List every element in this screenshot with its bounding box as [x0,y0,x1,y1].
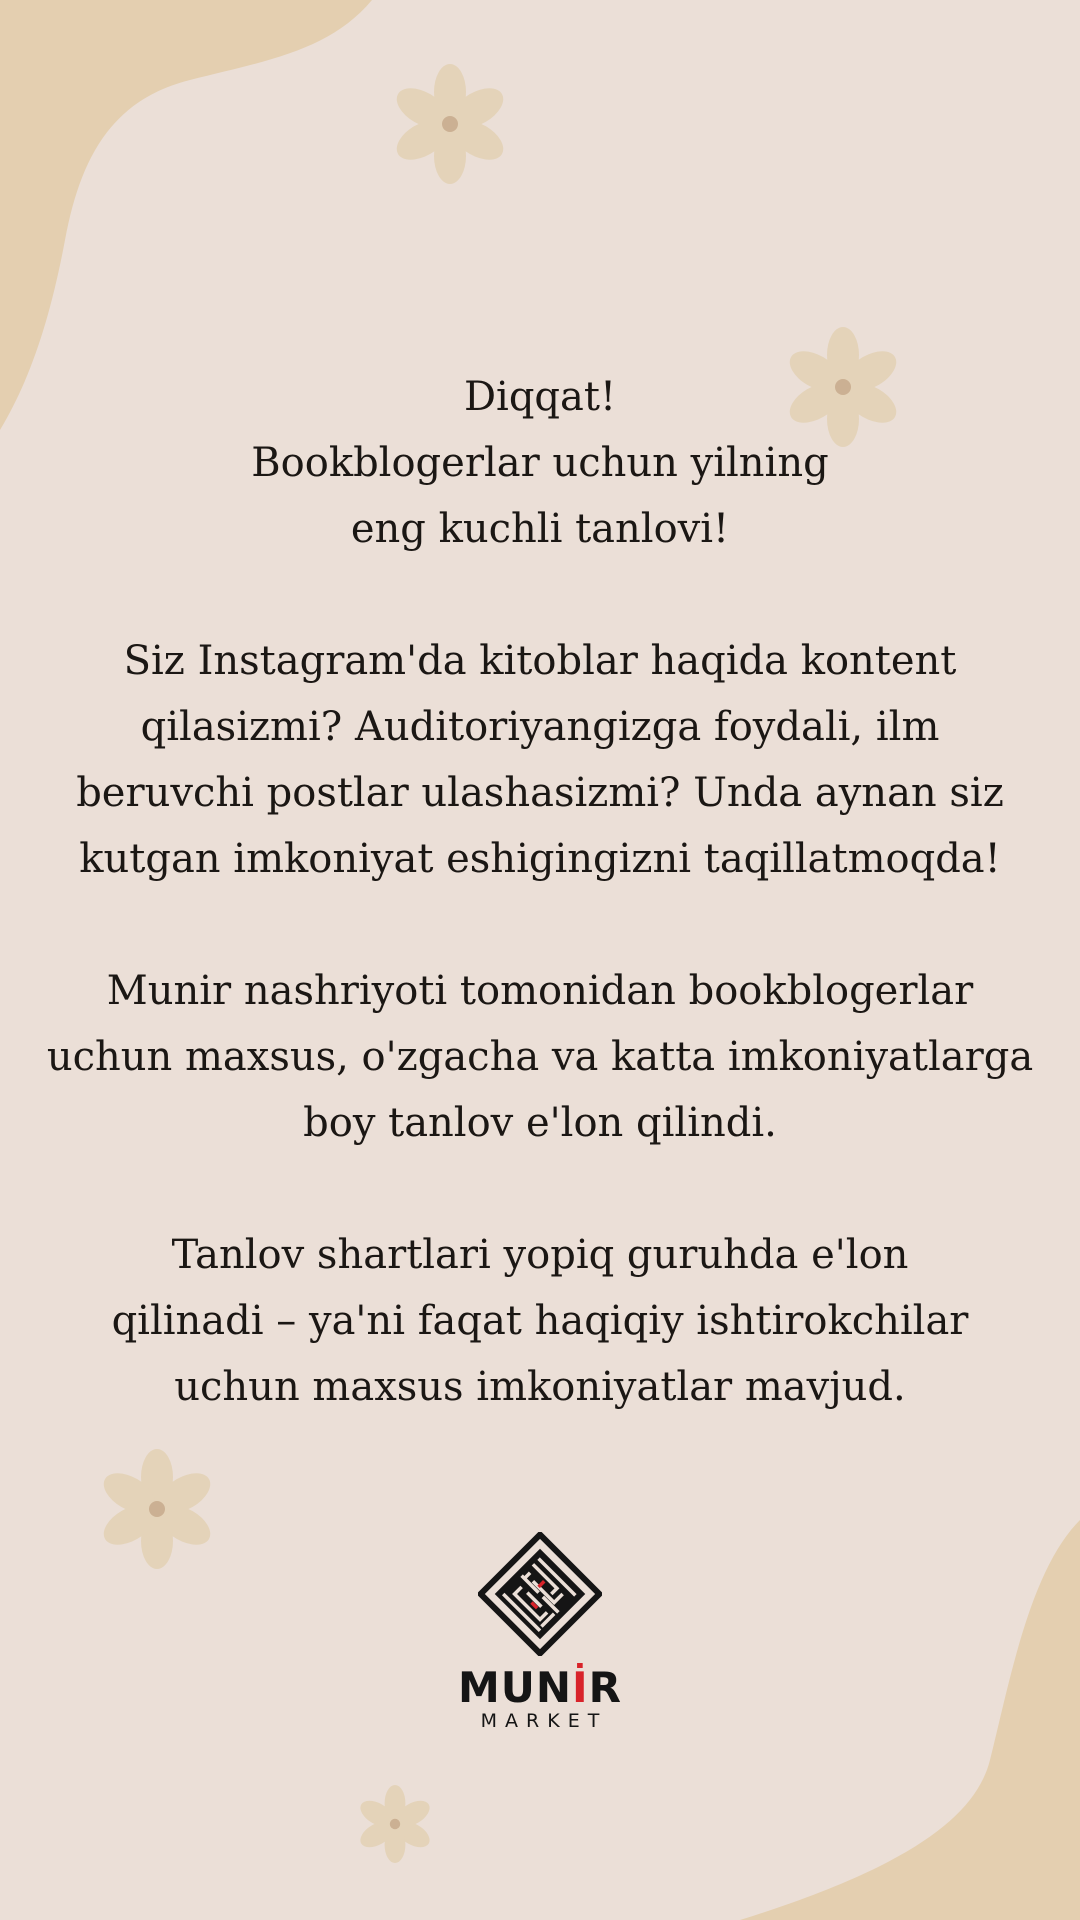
paragraph-1 [0,628,1080,892]
brand-name: MUNİR [457,1663,623,1712]
paragraph-line: Tanlov shartlari yopiq guruhda e'lon [171,1232,909,1278]
heading-line: eng kuchli tanlovi! [350,506,730,552]
announcement-text [0,364,1080,1420]
munir-market-logo [0,1532,1080,1732]
paragraph-line: Siz Instagram'da kitoblar haqida kontent [123,638,957,684]
paragraph-line: qilinadi – ya'ni faqat haqiqiy ishtirokchilar [111,1298,969,1344]
paragraph-line: beruvchi postlar ulashasizmi? Unda aynan siz [76,770,1004,816]
munir-calligraphy-diamond-icon [478,1532,602,1656]
paragraph-line: uchun maxsus imkoniyatlar mavjud. [174,1364,906,1410]
flower-icon [390,64,510,184]
paragraph-line: Munir nashriyoti tomonidan bookblogerlar [106,968,974,1014]
brand-subtitle: MARKET [480,1710,608,1732]
paragraph-line: uchun maxsus, o'zgacha va katta imkoniyatlarga [46,1034,1034,1080]
announcement-heading [0,364,1080,562]
paragraph-line: boy tanlov e'lon qilindi. [303,1100,777,1146]
heading-line: Bookblogerlar uchun yilning [251,440,829,486]
paragraph-3 [0,1222,1080,1420]
paragraph-line: qilasizmi? Auditoriyangizga foydali, ilm [140,704,940,750]
flower-icon [356,1785,434,1863]
heading-line: Diqqat! [463,374,617,420]
paragraph-2 [0,958,1080,1156]
paragraph-line: kutgan imkoniyat eshigingizni taqillatmoqda! [79,836,1001,882]
